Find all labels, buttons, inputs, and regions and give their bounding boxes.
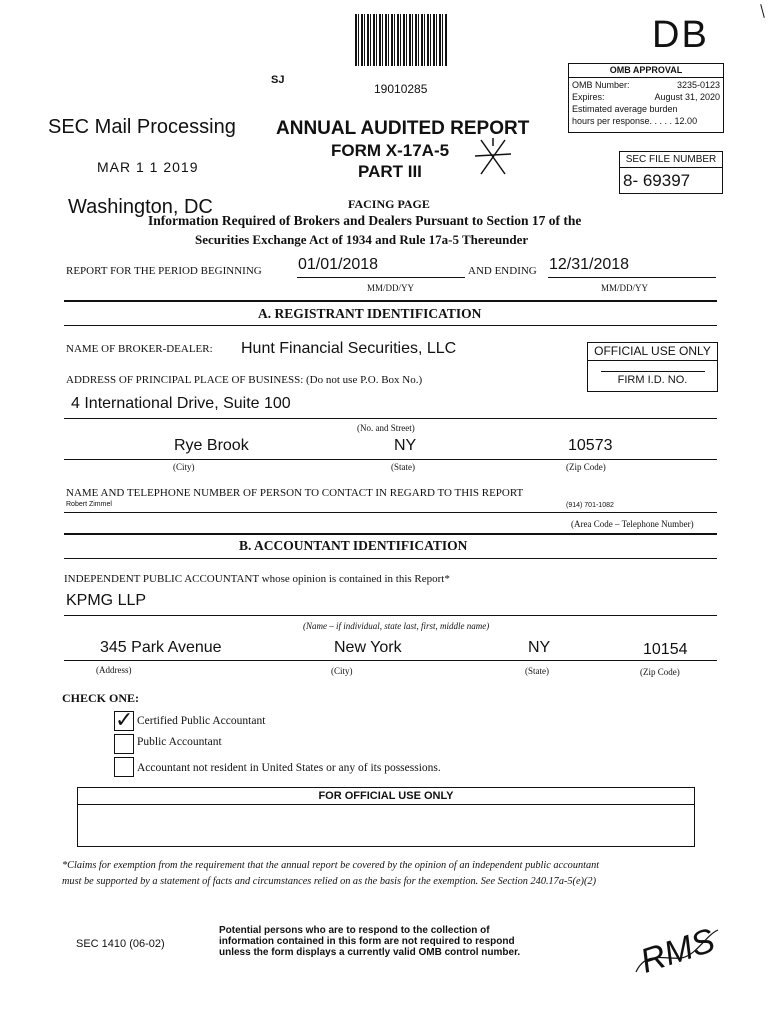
stamp-mail-processing: SEC Mail Processing bbox=[48, 116, 236, 138]
period-end[interactable]: 12/31/2018 bbox=[549, 256, 630, 273]
footnote-line2: must be supported by a statement of facts and circumstances relied on as the basis for the exemption. See Section 240.17a-5(e)(2) bbox=[62, 876, 596, 887]
report-title: ANNUAL AUDITED REPORT bbox=[276, 118, 530, 139]
barcode-number: 19010285 bbox=[374, 82, 428, 96]
option-accountant-not-resident: Accountant not resident in United States or any of its possessions. bbox=[137, 762, 441, 774]
accountant-address-caption: (Address) bbox=[96, 665, 132, 675]
phone-caption: (Area Code – Telephone Number) bbox=[571, 519, 694, 529]
period-label: REPORT FOR THE PERIOD BEGINNING bbox=[66, 265, 262, 277]
omb-approval-box bbox=[568, 63, 724, 133]
omb-burden-line1: Estimated average burden bbox=[572, 104, 678, 114]
for-official-use-box bbox=[77, 787, 695, 847]
omb-number-label: OMB Number: bbox=[572, 80, 630, 90]
broker-name-value[interactable]: Hunt Financial Securities, LLC bbox=[241, 340, 457, 357]
checkbox-accountant-not-resident[interactable] bbox=[114, 757, 134, 777]
sec-file-value: 8- 69397 bbox=[623, 171, 691, 190]
checkmark-icon: ✓ bbox=[115, 707, 134, 732]
period-and-ending: AND ENDING bbox=[468, 265, 537, 277]
section-b-rule-bottom bbox=[64, 558, 717, 559]
stamp-date: MAR 1 1 2019 bbox=[97, 159, 199, 175]
period-end-caption: MM/DD/YY bbox=[601, 283, 649, 293]
broker-zip[interactable]: 10573 bbox=[568, 437, 613, 454]
address-label: ADDRESS OF PRINCIPAL PLACE OF BUSINESS: (Do not use P.O. Box No.) bbox=[66, 374, 423, 386]
intro-line2: Securities Exchange Act of 1934 and Rule 17a-5 Thereunder bbox=[195, 232, 529, 247]
omb-notice-line2: information contained in this form are not required to respond bbox=[219, 936, 515, 947]
accountant-label: INDEPENDENT PUBLIC ACCOUNTANT whose opinion is contained in this Report* bbox=[64, 573, 450, 585]
option-certified-public-accountant: Certified Public Accountant bbox=[137, 715, 266, 727]
section-a-rule-top bbox=[64, 300, 717, 302]
facing-page: FACING PAGE bbox=[348, 197, 430, 211]
omb-burden-line2: hours per response. . . . . 12.00 bbox=[572, 116, 698, 126]
checkbox-public-accountant[interactable] bbox=[114, 734, 134, 754]
accountant-city-caption: (City) bbox=[331, 666, 353, 676]
stamp-city: Washington, DC bbox=[68, 196, 213, 218]
period-begin-caption: MM/DD/YY bbox=[367, 283, 415, 293]
form-id: SEC 1410 (06-02) bbox=[76, 938, 165, 950]
omb-notice-line1: Potential persons who are to respond to the collection of bbox=[219, 925, 490, 936]
omb-notice-line3: unless the form displays a currently valid OMB control number. bbox=[219, 947, 521, 958]
section-b-title: B. ACCOUNTANT IDENTIFICATION bbox=[239, 538, 468, 553]
street-caption: (No. and Street) bbox=[357, 423, 415, 433]
broker-name-label: NAME OF BROKER-DEALER: bbox=[66, 343, 213, 355]
section-a-title: A. REGISTRANT IDENTIFICATION bbox=[258, 306, 482, 321]
intro-line1: Information Required of Brokers and Dealers Pursuant to Section 17 of the bbox=[148, 213, 582, 228]
option-public-accountant: Public Accountant bbox=[137, 736, 222, 748]
form-number: FORM X-17A-5 bbox=[331, 141, 450, 160]
accountant-state[interactable]: NY bbox=[528, 639, 551, 656]
barcode bbox=[355, 14, 447, 66]
accountant-city[interactable]: New York bbox=[334, 639, 402, 656]
official-use-box bbox=[587, 342, 718, 392]
broker-street[interactable]: 4 International Drive, Suite 100 bbox=[71, 395, 291, 412]
accountant-zip[interactable]: 10154 bbox=[643, 641, 688, 658]
section-b-rule-top bbox=[64, 533, 717, 535]
accountant-address[interactable]: 345 Park Avenue bbox=[100, 639, 222, 656]
omb-number-value: 3235-0123 bbox=[676, 80, 720, 90]
contact-label: NAME AND TELEPHONE NUMBER OF PERSON TO CONTACT IN REGARD TO THIS REPORT bbox=[66, 487, 524, 499]
signature-initials: RMS bbox=[635, 921, 720, 981]
period-begin[interactable]: 01/01/2018 bbox=[298, 256, 379, 273]
part-number: PART III bbox=[358, 162, 422, 181]
sec-file-number-box bbox=[619, 151, 723, 194]
contact-name[interactable]: Robert Zimmel bbox=[66, 501, 112, 508]
handwritten-initials-db: DB bbox=[652, 14, 709, 56]
accountant-name-caption: (Name – if individual, state last, first, middle name) bbox=[303, 621, 490, 631]
footnote-line1: *Claims for exemption from the requirement that the annual report be covered by the opinion of an independent public accountant bbox=[62, 860, 600, 871]
accountant-state-caption: (State) bbox=[525, 666, 549, 676]
omb-title: OMB APPROVAL bbox=[569, 64, 723, 78]
omb-expires-label: Expires: bbox=[572, 92, 605, 102]
accountant-zip-caption: (Zip Code) bbox=[640, 667, 680, 677]
section-a-rule-bottom bbox=[64, 325, 717, 326]
contact-phone[interactable]: (914) 701-1082 bbox=[566, 502, 614, 509]
zip-caption: (Zip Code) bbox=[566, 462, 606, 472]
broker-city[interactable]: Rye Brook bbox=[174, 437, 249, 454]
firm-id-label: FIRM I.D. NO. bbox=[617, 374, 688, 386]
omb-expires-value: August 31, 2020 bbox=[654, 92, 720, 102]
city-caption: (City) bbox=[173, 462, 195, 472]
for-official-use-label: FOR OFFICIAL USE ONLY bbox=[78, 788, 694, 805]
sec-file-label: SEC FILE NUMBER bbox=[620, 152, 722, 168]
state-caption: (State) bbox=[391, 462, 415, 472]
check-one-label: CHECK ONE: bbox=[62, 691, 140, 705]
official-use-label: OFFICIAL USE ONLY bbox=[588, 343, 717, 361]
accountant-name[interactable]: KPMG LLP bbox=[66, 592, 147, 609]
broker-state[interactable]: NY bbox=[394, 437, 417, 454]
signature-stroke-icon bbox=[626, 920, 726, 990]
corner-mark bbox=[760, 4, 765, 18]
sj-mark: SJ bbox=[271, 74, 285, 86]
star-mark-icon bbox=[473, 136, 513, 178]
